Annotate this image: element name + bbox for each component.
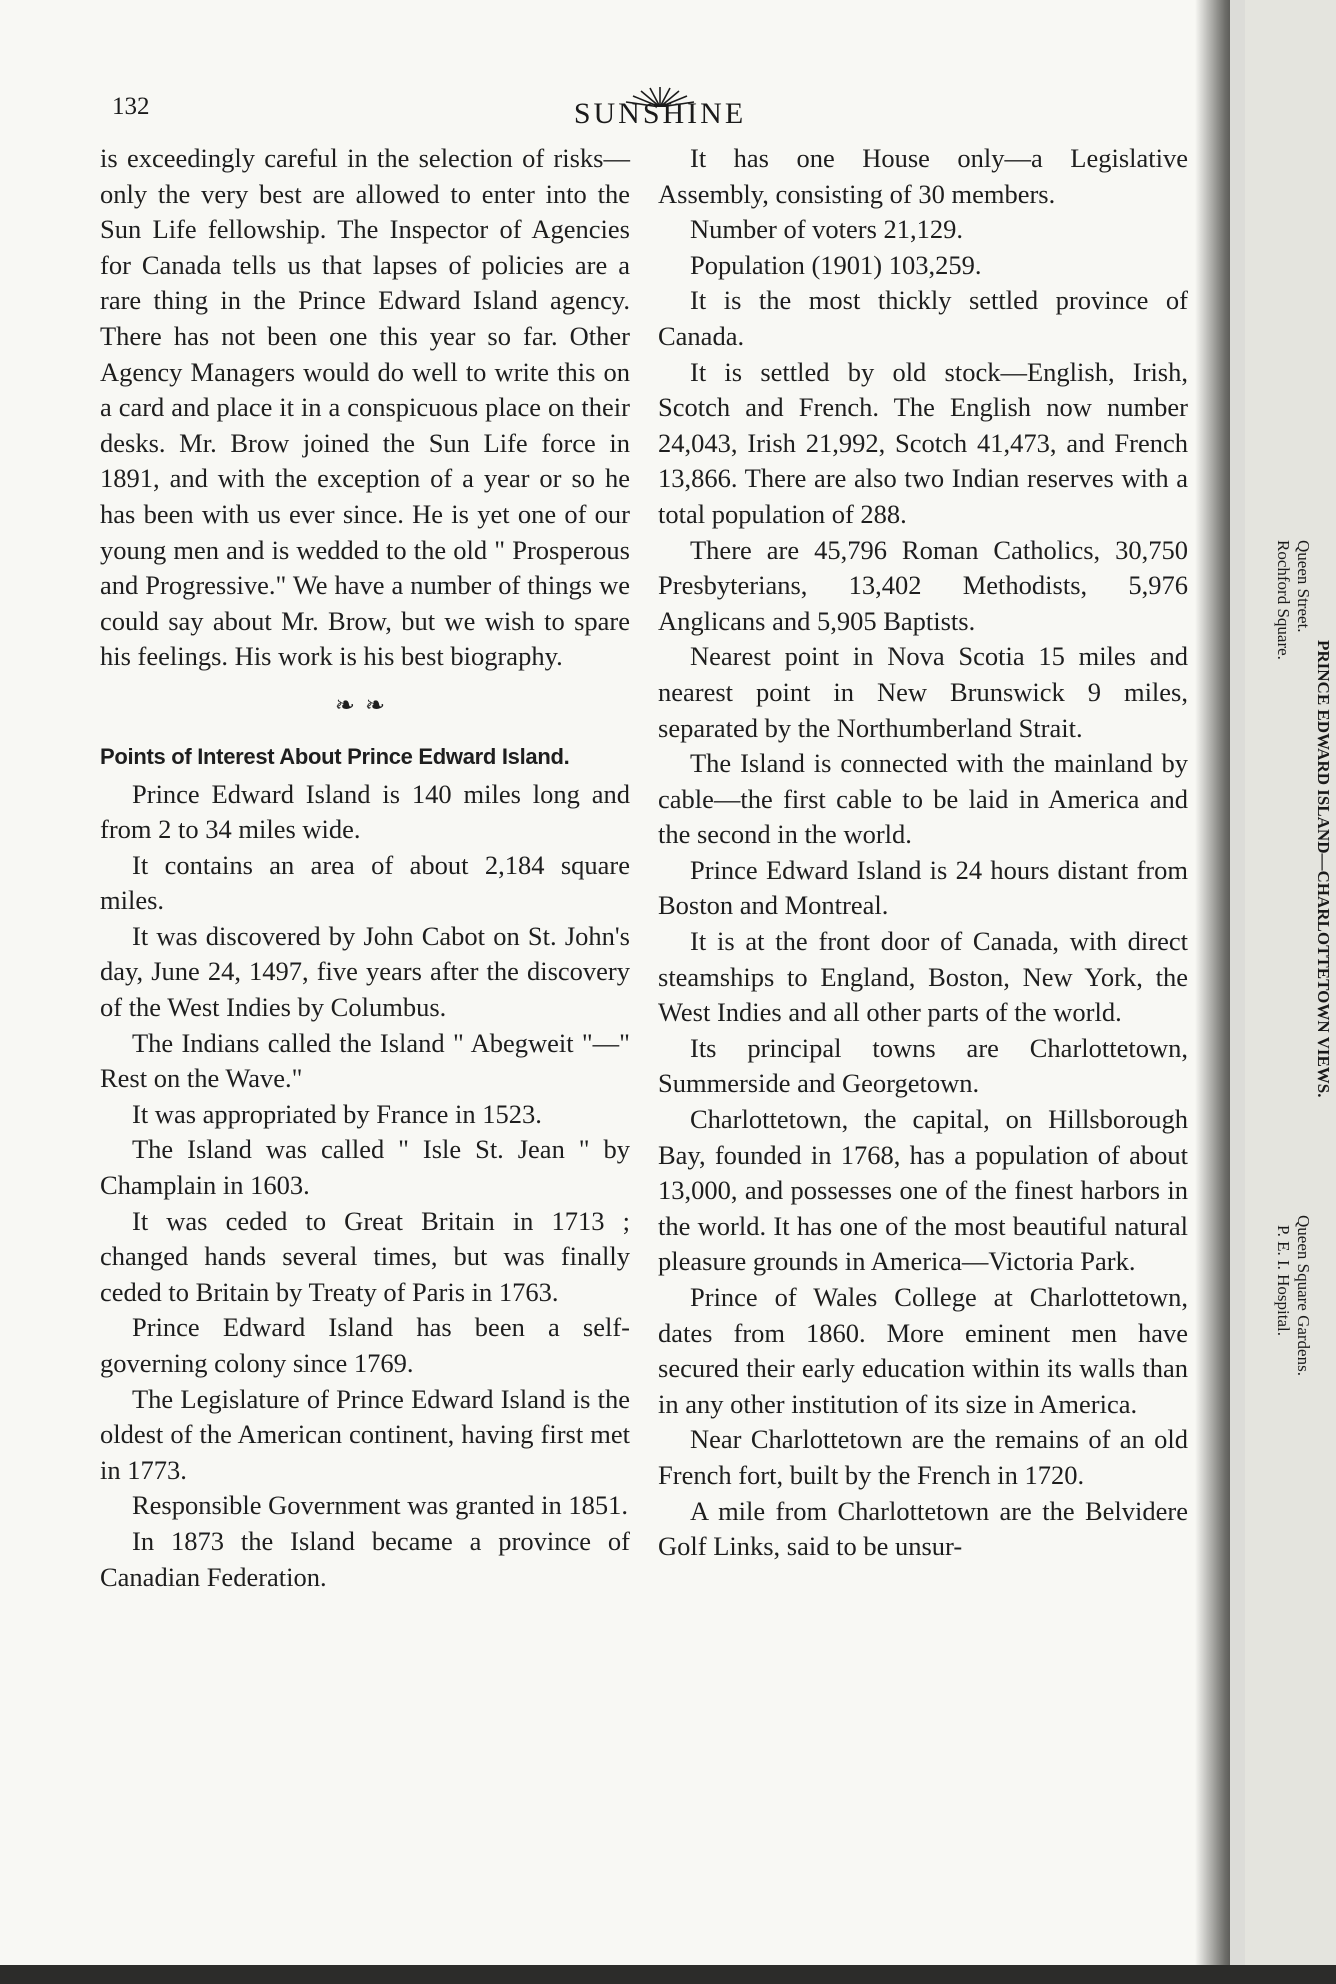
paragraph: Prince Edward Island is 140 miles long and from 2 to 34 miles wide. xyxy=(100,778,630,845)
paragraph: Number of voters 21,129. xyxy=(690,214,964,245)
paragraph: It is at the front door of Canada, with direct steamships to England, Boston, New York, the West Indies and all other parts of the world. xyxy=(658,926,1188,1028)
magazine-title: SUNSHINE xyxy=(573,97,747,130)
page-number: 132 xyxy=(112,93,150,120)
paragraph: It contains an area of about 2,184 square miles. xyxy=(100,849,630,916)
section-divider-ornament: ❧❧ xyxy=(334,692,396,719)
paragraph: Nearest point in Nova Scotia 15 miles and nearest point in New Brunswick 9 miles, separated by the Northumberland Strait. xyxy=(658,641,1188,743)
paragraph: The Legislature of Prince Edward Island is the oldest of the American continent, having first met in 1773. xyxy=(100,1383,630,1485)
paragraph: It has one House only—a Legislative Assembly, consisting of 30 members. xyxy=(658,143,1188,209)
right-column xyxy=(658,141,1188,1565)
paragraph: Prince of Wales College at Charlottetown, dates from 1860. More eminent men have secured their early education within its walls than in any other institution of its size in America. xyxy=(658,1282,1188,1419)
paragraph: Responsible Government was granted in 1851. xyxy=(132,1490,629,1521)
intro-paragraph: is exceedingly careful in the selection of risks—only the very best are allowed to enter into the Sun Life fellowship. The Inspector of Agencies for Canada tells us that lapses of policies are a rare thing in the Prince Edward Island agency. There has not been one this year so far. Other Agency Managers would do well to write this on a card and place it in a conspicuous place on their desks. Mr. Brow joined the Sun Life force in 1891, and with the exception of a year or so he has been with us ever since. He is yet one of our young men and is wedded to the old " Prosperous and Progressive." We have a number of things we could say about Mr. Brow, but we wish to spare his feelings. His work is his best biography. xyxy=(100,143,630,672)
paragraph: Near Charlottetown are the remains of an old French fort, built by the French in 1720. xyxy=(658,1424,1188,1490)
paragraph: It was discovered by John Cabot on St. John's day, June 24, 1497, five years after the discovery of the West Indies by Columbus. xyxy=(100,920,630,1023)
paragraph: It was appropriated by France in 1523. xyxy=(132,1098,542,1129)
paragraph: Population (1901) 103,259. xyxy=(690,249,982,280)
masthead xyxy=(570,85,750,133)
paragraph: Prince Edward Island is 24 hours distant from Boston and Montreal. xyxy=(658,854,1188,921)
facing-page-caption: Rochford Square. xyxy=(1274,540,1293,660)
left-column xyxy=(100,141,630,1595)
scan-bottom-edge xyxy=(0,1965,1336,1984)
paragraph: There are 45,796 Roman Catholics, 30,750 Presbyterians, 13,402 Methodists, 5,976 Anglicans and 5,905 Baptists. xyxy=(658,534,1188,636)
facing-page-caption: P. E. I. Hospital. xyxy=(1274,1225,1293,1336)
facing-page-caption: Queen Street. xyxy=(1294,540,1313,633)
paragraph: In 1873 the Island became a province of Canadian Federation. xyxy=(100,1525,630,1592)
paragraph: A mile from Charlottetown are the Belvidere Golf Links, said to be unsur- xyxy=(658,1495,1188,1562)
section-heading: Points of Interest About Prince Edward Island. xyxy=(100,743,570,769)
paragraph: Prince Edward Island has been a self-governing colony since 1769. xyxy=(100,1312,630,1378)
paragraph: The Island was called " Isle St. Jean " by Champlain in 1603. xyxy=(100,1134,630,1201)
paragraph: The Island is connected with the mainland by cable—the first cable to be laid in America and the second in the world. xyxy=(658,748,1188,850)
paragraph: Charlottetown, the capital, on Hillsborough Bay, founded in 1768, has a population of about 13,000, and possesses one of the finest harbors in the world. It has one of the most beautiful natural pleasure grounds in America—Victoria Park. xyxy=(658,1104,1188,1277)
paragraph: It is the most thickly settled province of Canada. xyxy=(658,285,1188,351)
paragraph: It was ceded to Great Britain in 1713 ; changed hands several times, but was finally ceded to Britain by Treaty of Paris in 1763. xyxy=(100,1205,630,1307)
facing-page-caption: Queen Square Gardens. xyxy=(1294,1215,1313,1376)
facing-page-edge xyxy=(1245,0,1336,1984)
paragraph: It is settled by old stock—English, Irish, Scotch and French. The English now number 24,043, Irish 21,992, Scotch 41,473, and French 13,866. There are also two Indian reserves with a total population of 288. xyxy=(658,356,1188,529)
binding-gutter-shadow xyxy=(1195,0,1230,1965)
paragraph: The Indians called the Island " Abegweit "—" Rest on the Wave." xyxy=(100,1027,630,1094)
facing-page-main-caption: PRINCE EDWARD ISLAND—CHARLOTTETOWN VIEWS. xyxy=(1314,640,1333,1098)
paragraph: Its principal towns are Charlottetown, Summerside and Georgetown. xyxy=(658,1032,1188,1099)
